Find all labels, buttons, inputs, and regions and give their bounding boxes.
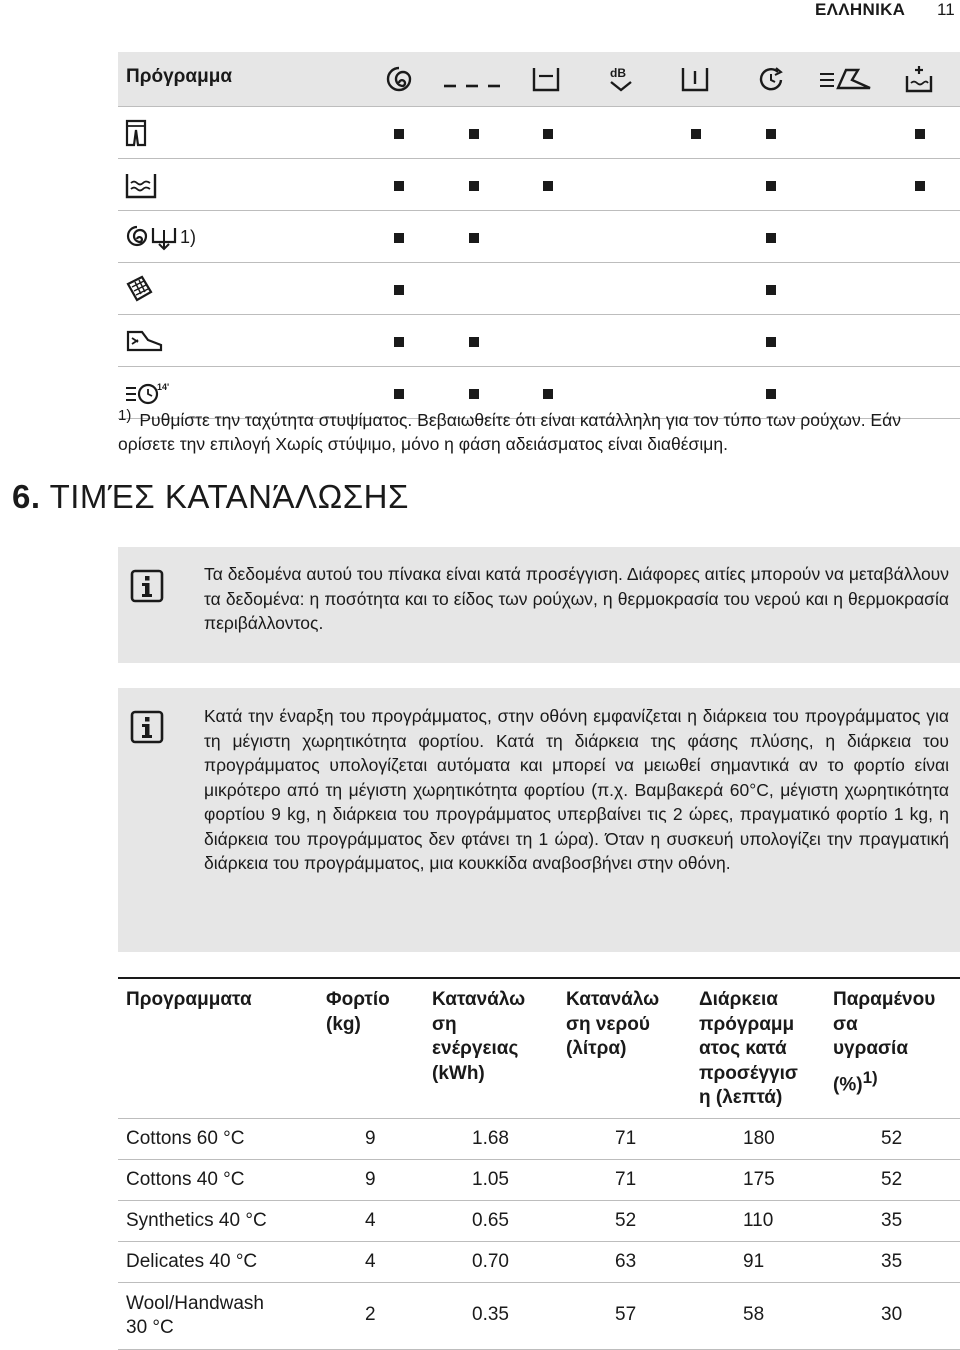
mark-spin (394, 181, 404, 191)
cell-program: Synthetics 40 °C (126, 1210, 267, 1231)
table-row (118, 1283, 960, 1350)
cell-duration: 58 (743, 1304, 765, 1325)
option-row-sportswear (118, 315, 960, 367)
rinse-icon (124, 170, 158, 200)
quiet-db-icon (606, 64, 636, 94)
mark-time-delay (766, 129, 776, 139)
header-load: Φορτίο (kg) (326, 989, 390, 1035)
option-row-spin-drain (118, 211, 960, 263)
mark-rinse-hold (543, 181, 553, 191)
info-note-1 (118, 547, 960, 663)
mark-stain (915, 129, 925, 139)
mark-no-spin (469, 129, 479, 139)
cell-humidity: 30 (881, 1304, 903, 1325)
no-spin-dashes-icon (442, 64, 504, 94)
option-row-blanket (118, 263, 960, 315)
info-note-text: Κατά την έναρξη του προγράμματος, στην οθόνη εμφανίζεται η διάρκεια του προγράμματος για τη μέγιστη χωρητικότητα φορτίου. Κατά τη διάρκεια της φάσης πλύσης, η διάρκεια του προγράμματος υπολογίζεται αυτόματα και μπορεί να μειωθεί σημαντικά αν το φορτίο είναι μικρότερο από τη μέγιστη χωρητικότητα φορτίου (π.χ. Βαμβακερά 60°C, μέγιστη χωρητικότητα φορτίου 9 kg, η διάρκεια του προγράμματος υπερβαίνει τις 2 ώρες, πραγματικό φορτίο 1 kg, η διάρκεια του προγράμματος δεν φτάνει τη 1 ώρα). Όταν η συσκευή υπολογίζει την πραγματική διάρκεια του προγράμματος, μια κουκκίδα αναβοσβήνει στην οθόνη. (204, 706, 949, 873)
consumption-table (118, 977, 960, 1350)
mark-stain (915, 181, 925, 191)
footnote-text: Ρυθμίστε την ταχύτητα στυψίματος. Βεβαιωθείτε ότι είναι κατάλληλη για τον τύπο των ρούχων. Εάν ορίσετε την επιλογή Χωρίς στύψιμο, μόνο η φάση αδειάσματος είναι διαθέσιμη. (118, 410, 901, 454)
program-column-label: Πρόγραμμα (126, 66, 233, 87)
svg-text:14': 14' (157, 382, 170, 392)
mark-no-spin (469, 389, 479, 399)
mark-spin (394, 129, 404, 139)
cell-water: 71 (615, 1128, 637, 1149)
mark-rinse-hold (543, 129, 553, 139)
cell-load: 9 (365, 1169, 376, 1190)
language-label: ΕΛΛΗΝΙΚΑ (815, 0, 906, 19)
page-number: 11 (937, 0, 955, 19)
spin-drain-spiral-icon (124, 222, 150, 252)
cell-duration: 110 (743, 1210, 774, 1231)
cell-program: Delicates 40 °C (126, 1251, 258, 1272)
header-water: Κατανάλω ση νερού (λίτρα) (566, 989, 660, 1059)
table-row (118, 1201, 960, 1242)
cell-load: 4 (365, 1251, 376, 1272)
spin-icon (384, 64, 414, 94)
table-row (118, 1119, 960, 1160)
section-title (12, 478, 409, 516)
cell-energy: 1.68 (472, 1128, 509, 1149)
table-row (118, 1160, 960, 1201)
cell-load: 2 (365, 1304, 376, 1325)
mark-time-delay (766, 337, 776, 347)
cell-humidity: 35 (881, 1210, 903, 1231)
options-table (118, 52, 960, 419)
section-title-text: ΤΙΜΈΣ ΚΑΤΑΝΆΛΩΣΗΣ (49, 478, 409, 515)
header-program: Προγραμματα (126, 989, 252, 1010)
header-humidity: Παραμένου σα υγρασία (%)$^{1)}$ (833, 989, 936, 1095)
stain-icon (904, 64, 934, 94)
cell-energy: 0.35 (472, 1304, 509, 1325)
cell-duration: 175 (743, 1169, 775, 1190)
mark-prewash (691, 129, 701, 139)
sportswear-icon (124, 326, 164, 356)
mark-time-delay (766, 181, 776, 191)
mark-rinse-hold (543, 389, 553, 399)
info-note-text: Τα δεδομένα αυτού του πίνακα είναι κατά προσέγγιση. Διάφορες αιτίες μπορούν να μεταβάλλουν τα δεδομένα: η ποσότητα και το είδος των ρούχων, η θερμοκρασία του νερού και η θερμοκρασία περιβάλλοντος. (204, 564, 949, 633)
cell-program: Cottons 40 °C (126, 1169, 245, 1190)
section-number: 6. (12, 478, 41, 515)
prewash-icon (680, 64, 710, 94)
mark-spin (394, 285, 404, 295)
cell-humidity: 35 (881, 1251, 903, 1272)
table-row (118, 1242, 960, 1283)
cell-duration: 91 (743, 1251, 765, 1272)
blanket-icon (124, 274, 154, 304)
mark-time-delay (766, 285, 776, 295)
cell-water: 63 (615, 1251, 637, 1272)
extra-rinse-icon (818, 64, 876, 94)
info-icon (130, 710, 164, 744)
svg-text:dB: dB (610, 66, 626, 80)
cell-water: 71 (615, 1169, 637, 1190)
cell-load: 9 (365, 1128, 376, 1149)
info-note-2 (118, 688, 960, 952)
option-row-rinse (118, 159, 960, 211)
cell-energy: 0.70 (472, 1251, 509, 1272)
cell-program: Cottons 60 °C (126, 1128, 245, 1149)
consumption-table-header (118, 977, 960, 1119)
cell-program: Wool/Handwash 30 °C (126, 1293, 265, 1338)
header-energy: Κατανάλω ση ενέργειας (kWh) (432, 989, 526, 1084)
cell-load: 4 (365, 1210, 376, 1231)
cell-energy: 1.05 (472, 1169, 509, 1190)
rinse-hold-icon (531, 64, 561, 94)
cell-water: 57 (615, 1304, 637, 1325)
footnote-mark: 1) (118, 407, 132, 424)
jeans-icon (124, 118, 148, 148)
mark-time-delay (766, 389, 776, 399)
cell-energy: 0.65 (472, 1210, 509, 1231)
cell-duration: 180 (743, 1128, 775, 1149)
mark-spin (394, 337, 404, 347)
time-delay-icon (756, 64, 786, 94)
mark-no-spin (469, 181, 479, 191)
mark-spin (394, 389, 404, 399)
info-icon (130, 569, 164, 603)
mark-spin (394, 233, 404, 243)
options-table-header (118, 52, 960, 107)
cell-humidity: 52 (881, 1128, 903, 1149)
option-row-jeans (118, 107, 960, 159)
footnote (118, 404, 948, 456)
header-duration: Διάρκεια πρόγραμμ ατος κατά προσέγγισ η (λεπτά) (699, 989, 798, 1108)
cell-humidity: 52 (881, 1169, 903, 1190)
mark-no-spin (469, 337, 479, 347)
footnote-ref: 1) (180, 226, 197, 247)
spin-drain-icon (150, 222, 178, 252)
mark-no-spin (469, 233, 479, 243)
mark-time-delay (766, 233, 776, 243)
cell-water: 52 (615, 1210, 637, 1231)
